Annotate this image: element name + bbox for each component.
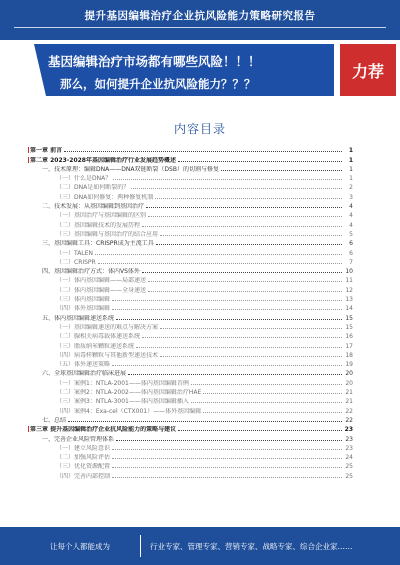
toc-entry-label: （三）优化资源配置 [56,463,111,471]
toc-leader-dots [68,421,342,422]
toc-leader-dots [148,281,342,282]
toc-leader-dots [203,412,342,413]
toc-leader-dots [203,393,342,394]
toc-entry[interactable] [30,238,353,247]
toc-entry[interactable] [30,433,353,442]
toc-entry[interactable] [30,377,353,386]
toc-entry-page: 20 [345,379,353,387]
toc-entry-label: （一）TALEN [56,249,93,257]
toc-leader-dots [112,365,342,366]
toc-leader-dots [178,161,342,162]
toc-leader-dots [98,263,342,264]
toc-entry[interactable] [30,154,353,163]
toc-leader-dots [131,188,342,189]
toc-entry-label: （一）体内基因编辑——局部递送 [56,277,147,285]
toc-entry-page: 22 [345,407,353,415]
toc-entry-page: 18 [345,351,353,359]
toc-entry-page: 23 [345,444,353,452]
toc-leader-dots [148,216,342,217]
banner-question-risk: 基因编辑治疗市场都有哪些风险！！！ [48,54,261,69]
toc-entry-page: 20 [345,370,353,378]
toc-entry[interactable] [30,210,353,219]
toc-entry[interactable] [30,229,353,238]
toc-entry-label: （一）建立风险意识 [56,444,111,452]
toc-entry-page: 17 [345,342,353,350]
toc-entry[interactable] [30,182,353,191]
toc-entry-label: （四）病毒样颗粒与其他新型递送技术 [56,351,159,359]
toc-entry-label: （三）脂质纳米颗粒递送系统 [56,342,135,350]
toc-leader-dots [160,235,342,236]
toc-entry-page: 25 [345,463,353,471]
toc-entry[interactable] [30,164,353,173]
toc-entry[interactable] [30,340,353,349]
toc-entry-label: （一）基因编辑递送的难点与解决方案 [56,323,159,331]
toc-leader-dots [142,337,342,338]
toc-leader-dots [191,384,342,385]
toc-entry-label: （四）体外基因编辑 [56,305,111,313]
toc-entry[interactable] [30,470,353,479]
toc-leader-dots [113,179,342,180]
toc-leader-dots [156,244,342,245]
toc-entry-page: 25 [345,472,353,480]
toc-leader-dots [112,449,342,450]
toc-leader-dots [221,170,342,171]
toc-entry[interactable] [30,368,353,377]
toc-entry-page: 22 [345,416,353,424]
toc-entry[interactable] [30,284,353,293]
toc-entry-label: （三）案例3：NTLA-3001——体内基因编辑插入 [56,398,189,406]
toc-entry-page: 1 [348,156,353,164]
toc-entry-page: 10 [345,268,353,276]
toc-leader-dots [160,356,342,357]
toc-entry[interactable] [30,424,353,433]
toc-entry-label: （四）完善内部控制 [56,472,111,480]
toc-entry-page: 4 [349,212,353,220]
toc-entry-label: （一）什么是DNA？ [56,175,112,183]
toc-entry-label: （二）加强风险评估 [56,454,111,462]
toc-entry[interactable] [30,350,353,359]
toc-leader-dots [136,347,342,348]
toc-entry[interactable] [30,312,353,321]
toc-entry-page: 23 [345,435,353,443]
header-band [0,0,400,40]
toc-entry[interactable] [30,359,353,368]
toc-entry[interactable] [30,201,353,210]
toc-entry-page: 7 [349,258,353,266]
toc-entry[interactable] [30,266,353,275]
toc-entry[interactable] [30,219,353,228]
toc-entry-page: 21 [345,389,353,397]
toc-entry[interactable] [30,461,353,470]
toc-entry[interactable] [30,275,353,284]
toc-entry[interactable] [30,145,353,154]
toc-entry-label: （三）DNA如何修复：两种修复机制 [56,193,154,201]
toc-entry-label: （一）基因治疗与基因编辑的区别 [56,212,147,220]
toc-leader-dots [112,458,342,459]
toc-entry[interactable] [30,173,353,182]
toc-entry[interactable] [30,331,353,340]
toc-entry[interactable] [30,303,353,312]
toc-entry-label: （三）体内基因编辑 [56,296,111,304]
toc-entry-page: 4 [349,203,353,211]
toc-entry-page: 14 [345,305,353,313]
toc-entry-label: （二）体内基因编辑——全身递送 [56,286,147,294]
toc-entry-page: 6 [349,249,353,257]
toc-leader-dots [112,300,342,301]
toc-entry-page: 3 [349,193,353,201]
toc-entry[interactable] [30,387,353,396]
toc-leader-dots [142,226,342,227]
toc-entry-label: 第三章 提升基因编辑治疗企业抗风险能力的策略与建议 [30,426,177,434]
toc-entry-label: 四、基因编辑治疗方式：体内VS体外 [42,268,140,276]
toc-entry-label: 五、体内基因编辑递送系统 [42,314,115,322]
toc-entry-page: 4 [349,221,353,229]
banner-question-ability: 那么，如何提升企业抗风险能力？？？ [60,77,256,91]
toc-entry-label: （二）案例2：NTLA-2002——体内基因编辑治疗HAE [56,389,202,397]
toc-entry-label: （二）CRISPR [56,258,96,266]
toc-entry[interactable] [30,452,353,461]
toc-entry-page: 15 [345,314,353,322]
toc-entry-page: 13 [345,296,353,304]
toc-heading: 内容目录 [173,122,226,136]
toc-leader-dots [148,291,342,292]
toc-entry-page: 12 [345,286,353,294]
table-of-contents [30,145,353,480]
toc-entry-page: 1 [348,147,353,155]
toc-entry[interactable] [30,247,353,256]
toc-entry-page: 6 [349,240,353,248]
header-rule [14,27,386,28]
toc-leader-dots [64,151,342,152]
toc-entry-label: 第二章 2023-2028年基因编辑治疗行业发展趋势概述 [30,156,176,164]
toc-entry-page: 1 [349,175,353,183]
toc-entry-label: 三、基因编辑工具：CRISPR成为主流工具 [42,240,154,248]
toc-leader-dots [116,440,342,441]
toc-entry-label: （一）案例1：NTLA-2001——体内基因编辑首例 [56,379,189,387]
toc-leader-dots [146,207,342,208]
toc-entry-label: （二）腺相关病毒载体递送系统 [56,333,141,341]
toc-entry[interactable] [30,191,353,200]
footer-roles: 行业专家、管理专家、营销专家、战略专家、综合企业家…… [150,542,353,551]
toc-leader-dots [178,430,342,431]
toc-entry[interactable] [30,396,353,405]
toc-entry-page: 16 [345,333,353,341]
toc-entry-label: 六、全球基因编辑治疗临床进展 [42,370,127,378]
toc-entry-label: （二）DNA是如何断裂的？ [56,184,130,192]
toc-entry-page: 15 [345,323,353,331]
toc-entry-label: 一、完善企业风险管理体系 [42,435,115,443]
toc-entry[interactable] [30,415,353,424]
footer-divider [140,535,141,557]
toc-leader-dots [128,374,342,375]
toc-entry-label: （四）案例4：Exa-cel（CTX001）——体外基因编辑 [56,407,202,415]
toc-leader-dots [95,254,342,255]
footer-slogan: 让每个人都能成为 [50,542,110,551]
toc-entry-label: （三）基因编辑与基因治疗的结合应用 [56,230,159,238]
toc-entry-label: 七、总结 [42,416,67,424]
toc-entry-page: 11 [345,277,353,285]
toc-leader-dots [116,319,342,320]
toc-entry-page: 21 [345,398,353,406]
toc-entry-label: 一、技术原理：编辑DNA——DNA双链断裂（DSB）的切割与修复 [42,165,219,173]
toc-leader-dots [160,328,342,329]
toc-leader-dots [112,467,342,468]
toc-entry-page: 19 [345,361,353,369]
toc-entry-label: （二）基因编辑技术的发展历程 [56,221,141,229]
toc-leader-dots [191,402,342,403]
toc-leader-dots [112,477,342,478]
toc-leader-dots [155,198,342,199]
toc-entry[interactable] [30,405,353,414]
toc-leader-dots [142,272,342,273]
toc-entry[interactable] [30,322,353,331]
report-title: 提升基因编辑治疗企业抗风险能力策略研究报告 [84,10,316,22]
toc-entry-label: 第一章 前言 [30,147,63,155]
toc-entry[interactable] [30,443,353,452]
toc-entry-page: 23 [344,426,353,434]
toc-entry-label: （五）体外递送策略 [56,361,111,369]
recommend-badge: 力荐 [340,44,396,96]
toc-entry-label: 二、技术发展：从基因编辑到基因治疗 [42,203,145,211]
toc-entry[interactable] [30,294,353,303]
toc-entry-page: 2 [349,184,353,192]
toc-entry-page: 24 [345,454,353,462]
toc-entry-page: 1 [349,165,353,173]
toc-entry-page: 5 [349,230,353,238]
toc-leader-dots [112,309,342,310]
toc-entry[interactable] [30,257,353,266]
